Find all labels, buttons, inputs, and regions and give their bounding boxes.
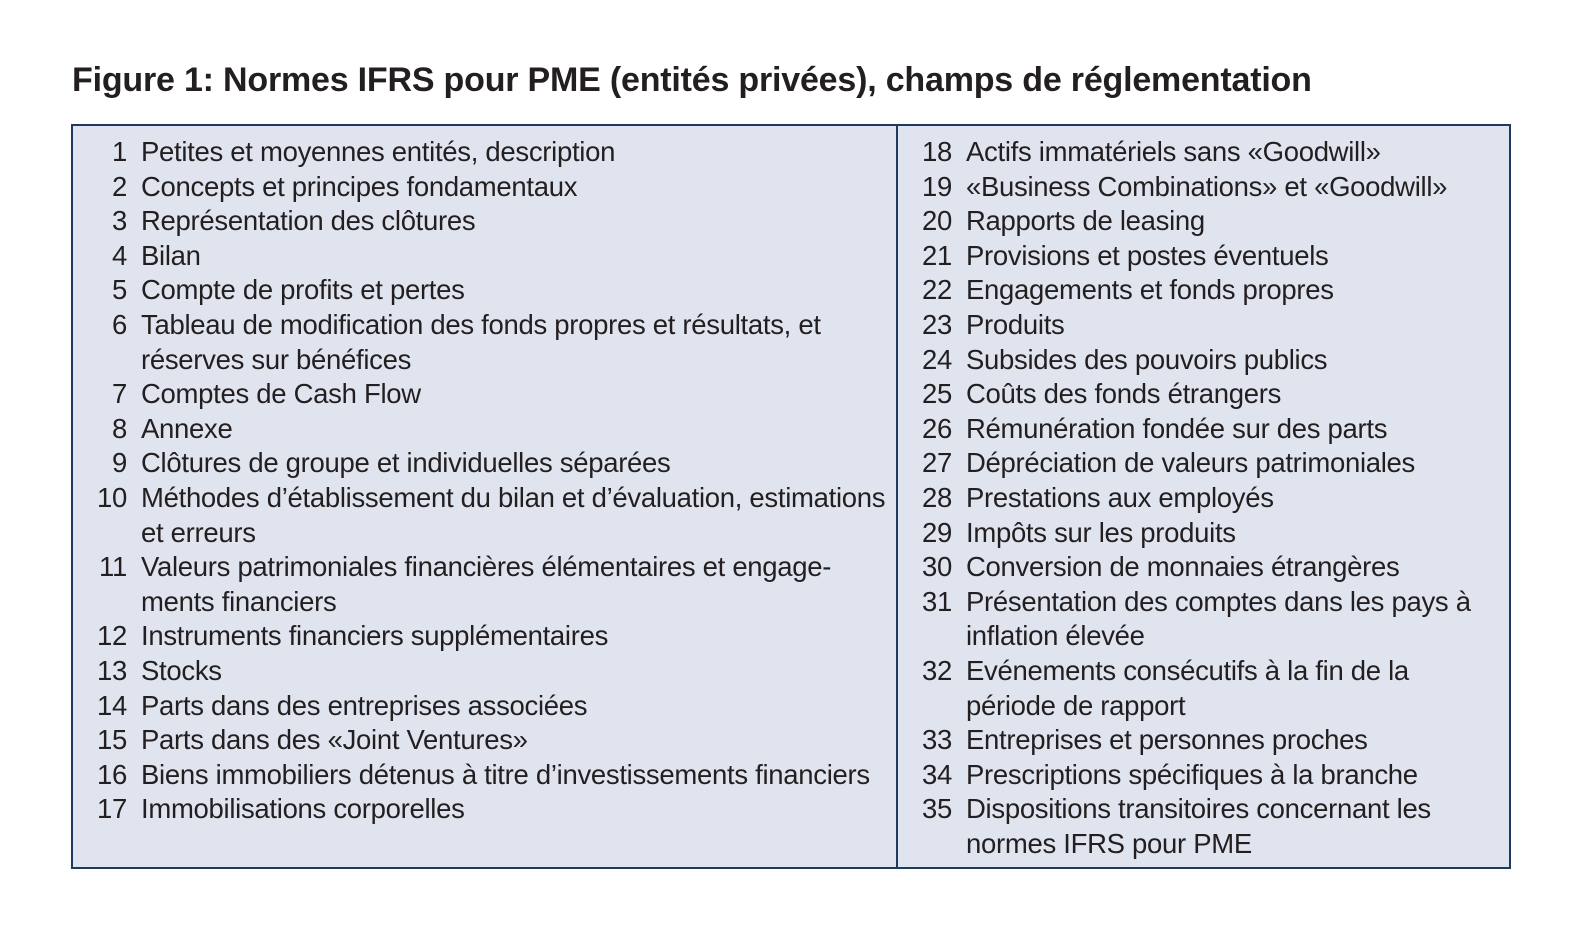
- list-item: [898, 585, 1509, 654]
- item-number: 30: [922, 551, 952, 583]
- item-number: 9: [112, 447, 127, 479]
- item-number: 12: [97, 620, 127, 652]
- list-item: [898, 481, 1509, 516]
- item-number: 6: [112, 308, 127, 340]
- item-text: Impôts sur les produits: [966, 516, 1236, 548]
- item-text: Immobilisations corporelles: [141, 793, 465, 825]
- item-number: 21: [922, 239, 952, 271]
- item-text: Engagements et fonds propres: [966, 274, 1334, 306]
- item-number: 10: [97, 481, 127, 513]
- list-item: [73, 135, 896, 170]
- item-number: 2: [112, 170, 127, 202]
- list-item: [898, 308, 1509, 343]
- list-item: [73, 654, 896, 689]
- list-item: [898, 343, 1509, 378]
- item-number: 23: [922, 308, 952, 340]
- list-item: [73, 723, 896, 758]
- item-text: Petites et moyennes entités, description: [141, 136, 616, 167]
- item-number: 14: [97, 689, 127, 721]
- list-item: [73, 792, 896, 827]
- item-text: Produits: [966, 308, 1065, 340]
- item-text: Instruments financiers supplémentaires: [141, 620, 609, 652]
- item-number: 22: [922, 274, 952, 306]
- item-text: Clôtures de groupe et individuelles séparées: [141, 447, 671, 479]
- item-text: Dépréciation de valeurs patrimoniales: [966, 447, 1416, 479]
- list-item: [898, 446, 1509, 481]
- item-text: Evénements consécutifs à la fin de la période de rapport: [966, 654, 1409, 721]
- item-number: 27: [922, 447, 952, 479]
- item-number: 34: [922, 758, 952, 790]
- list-item: [73, 239, 896, 274]
- list-item: [898, 758, 1509, 793]
- item-number: 16: [97, 758, 127, 790]
- list-item: [73, 689, 896, 724]
- item-text: Méthodes d’établissement du bilan et d’évaluation, estimations et erreurs: [141, 481, 886, 548]
- left-column-list: [73, 126, 898, 867]
- item-text: Dispositions transitoires concernant les normes IFRS pour PME: [966, 793, 1431, 859]
- item-text: Compte de profits et pertes: [141, 274, 465, 306]
- item-text: Bilan: [141, 239, 201, 271]
- item-number: 35: [922, 793, 952, 825]
- ifrs-topics-table: [71, 124, 1511, 869]
- item-text: Rémunération fondée sur des parts: [966, 412, 1388, 444]
- item-text: Représentation des clôtures: [141, 205, 476, 237]
- item-number: 24: [922, 343, 952, 375]
- list-item: [898, 170, 1509, 205]
- list-item: [73, 377, 896, 412]
- item-text: Stocks: [141, 654, 222, 686]
- item-number: 18: [922, 136, 952, 167]
- list-item: [898, 516, 1509, 551]
- right-column-list: [898, 126, 1509, 867]
- list-item: [73, 412, 896, 447]
- item-number: 3: [112, 205, 127, 237]
- item-text: Prescriptions spécifiques à la branche: [966, 758, 1418, 790]
- list-item: [898, 792, 1509, 861]
- item-number: 11: [99, 551, 127, 583]
- list-item: [73, 481, 896, 550]
- item-number: 5: [112, 274, 127, 306]
- list-item: [73, 619, 896, 654]
- item-text: Concepts et principes fondamentaux: [141, 170, 578, 202]
- item-text: Actifs immatériels sans «Goodwill»: [966, 136, 1381, 167]
- item-number: 17: [97, 793, 127, 825]
- list-item: [898, 550, 1509, 585]
- item-text: Coûts des fonds étrangers: [966, 378, 1282, 410]
- list-item: [73, 308, 896, 377]
- list-item: [898, 273, 1509, 308]
- list-item: [898, 412, 1509, 447]
- item-text: Comptes de Cash Flow: [141, 378, 421, 410]
- item-text: «Business Combinations» et «Goodwill»: [966, 170, 1448, 202]
- item-text: Provisions et postes éventuels: [966, 239, 1329, 271]
- list-item: [898, 135, 1509, 170]
- list-item: [898, 239, 1509, 274]
- item-number: 28: [922, 481, 952, 513]
- list-item: [898, 204, 1509, 239]
- item-number: 4: [112, 239, 127, 271]
- list-item: [898, 377, 1509, 412]
- item-text: Parts dans des entreprises associées: [141, 689, 588, 721]
- list-item: [73, 273, 896, 308]
- item-text: Rapports de leasing: [966, 205, 1205, 237]
- list-item: [898, 723, 1509, 758]
- list-item: [898, 654, 1509, 723]
- item-number: 1: [112, 136, 127, 167]
- item-number: 13: [97, 654, 127, 686]
- list-item: [73, 758, 896, 793]
- item-text: Valeurs patrimoniales financières élémentaires et engage-ments financiers: [141, 551, 832, 617]
- item-text: Tableau de modification des fonds propres et résultats, et réserves sur bénéfices: [141, 308, 821, 375]
- item-number: 20: [922, 205, 952, 237]
- item-number: 15: [97, 724, 127, 756]
- list-item: [73, 446, 896, 481]
- item-text: Subsides des pouvoirs publics: [966, 343, 1328, 375]
- item-number: 19: [922, 170, 952, 202]
- item-number: 25: [922, 378, 952, 410]
- list-item: [73, 170, 896, 205]
- item-text: Présentation des comptes dans les pays à inflation élevée: [966, 585, 1471, 652]
- item-text: Conversion de monnaies étrangères: [966, 551, 1400, 583]
- item-text: Biens immobiliers détenus à titre d’investissements financiers: [141, 758, 870, 790]
- item-number: 26: [922, 412, 952, 444]
- item-number: 31: [922, 585, 952, 617]
- item-text: Parts dans des «Joint Ventures»: [141, 724, 528, 756]
- item-text: Prestations aux employés: [966, 481, 1274, 513]
- list-item: [73, 550, 896, 619]
- list-item: [73, 204, 896, 239]
- item-number: 8: [112, 412, 127, 444]
- item-number: 7: [112, 378, 127, 410]
- item-text: Entreprises et personnes proches: [966, 724, 1368, 756]
- item-number: 32: [922, 654, 952, 686]
- item-number: 29: [922, 516, 952, 548]
- figure-title: Figure 1: Normes IFRS pour PME (entités privées), champs de réglementation: [72, 61, 1312, 99]
- item-text: Annexe: [141, 412, 233, 444]
- item-number: 33: [922, 724, 952, 756]
